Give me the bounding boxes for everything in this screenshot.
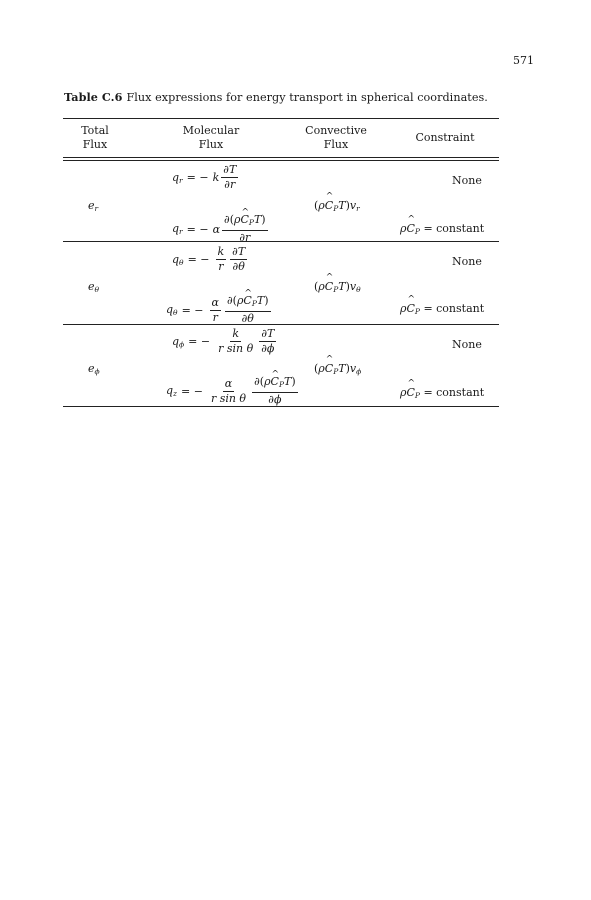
row2-eq1-coef-fraction: $\frac{k}{r}$: [217, 245, 225, 273]
caption-label: Table C.6: [64, 90, 123, 104]
row1-constraint-constant: ρ^ $C_P$ = constant: [400, 222, 484, 236]
row1-total-flux: $e_r$: [88, 199, 99, 213]
header-convective-line2: Flux: [323, 138, 349, 151]
bottom-rule: [63, 406, 499, 407]
row2-eq1: $q_\theta$ = − $\frac{k}{r}$ $\frac{\partial T}{\partial\theta}$: [172, 245, 246, 273]
row2-convective-flux: (ρ^ $C_PT)v_\theta$: [314, 280, 361, 294]
row3-eq2-fraction: $\frac{\partial(\rho\^{} C_PT)}{\partial\phi}$: [252, 376, 298, 406]
row1-eq1-fraction: $\frac{\partial T}{\partial r}$: [223, 163, 237, 191]
top-rule: [63, 118, 499, 119]
page-number: 571: [513, 54, 534, 67]
row3-eq1: $q_\phi$ = − $\frac{k}{\text{r sin θ}}$ $\frac{\partial T}{\partial\phi}$: [172, 327, 275, 355]
row1-eq2-coef: α: [212, 222, 221, 236]
row1-eq2: $q_r$ = − α $\frac{\partial(\rho\^{} C_PT)}{\partial r}$: [172, 214, 270, 244]
header-molecular-line2: Flux: [198, 138, 224, 151]
row3-constraint-constant: ρ^ $C_P$ = constant: [400, 386, 484, 400]
header-molecular-line1: Molecular: [182, 124, 240, 137]
header-molecular-flux: [166, 124, 256, 152]
table-caption: [64, 90, 488, 104]
row1-eq2-fraction: $\frac{\partial(\rho\^{} C_PT)}{\partial r}$: [222, 214, 268, 244]
header-total-line1: Total: [81, 124, 109, 137]
row2-divider: [63, 324, 499, 325]
header-convective-flux: [296, 124, 376, 152]
header-total-flux: [70, 124, 120, 152]
row2-constraint-constant: ρ^ $C_P$ = constant: [400, 302, 484, 316]
row3-constraint-none: None: [452, 338, 482, 351]
header-constraint: Constraint: [415, 131, 475, 144]
row3-convective-flux: (ρ^ $C_PT)v_\phi$: [314, 362, 361, 376]
header-total-line2: Flux: [82, 138, 108, 151]
header-convective-line1: Convective: [305, 124, 367, 137]
row3-eq2-coef-fraction: $\frac{\alpha}{\text{r sin θ}}$: [210, 376, 247, 405]
row2-eq2-fraction: $\frac{\partial(\rho\^{} C_PT)}{\partial\theta}$: [225, 295, 271, 325]
row1-eq1-coef: k: [212, 171, 220, 184]
row3-total-flux: $e_\phi$: [88, 362, 100, 376]
row1-eq1: $q_r$ = − k $\frac{\partial T}{\partial r}$: [172, 163, 237, 191]
row3-eq1-coef-fraction: $\frac{k}{\text{r sin θ}}$: [218, 327, 254, 355]
row1-convective-flux: (ρ^ $C_PT)v_r$: [314, 199, 360, 213]
row2-total-flux: $e_\theta$: [88, 280, 100, 294]
row1-divider: [63, 241, 499, 242]
row3-eq1-fraction: $\frac{\partial T}{\partial\phi}$: [261, 327, 275, 355]
row2-eq2: $q_\theta$ = − $\frac{\alpha}{r}$ $\frac{\partial(\rho\^{} C_PT)}{\partial\theta}$: [166, 295, 273, 325]
header-rule-2: [63, 160, 499, 161]
row2-eq1-fraction: $\frac{\partial T}{\partial\theta}$: [232, 245, 246, 273]
row2-eq2-coef-fraction: $\frac{\alpha}{r}$: [211, 295, 219, 324]
row3-eq2: $q_z$ = − $\frac{\alpha}{\text{r sin θ}}$ $\frac{\partial(\rho\^{} C_PT)}{\partial\phi}$: [166, 376, 300, 406]
header-rule-1: [63, 157, 499, 158]
caption-text: Flux expressions for energy transport in spherical coordinates.: [126, 91, 488, 104]
row1-constraint-none: None: [452, 174, 482, 187]
row2-constraint-none: None: [452, 255, 482, 268]
